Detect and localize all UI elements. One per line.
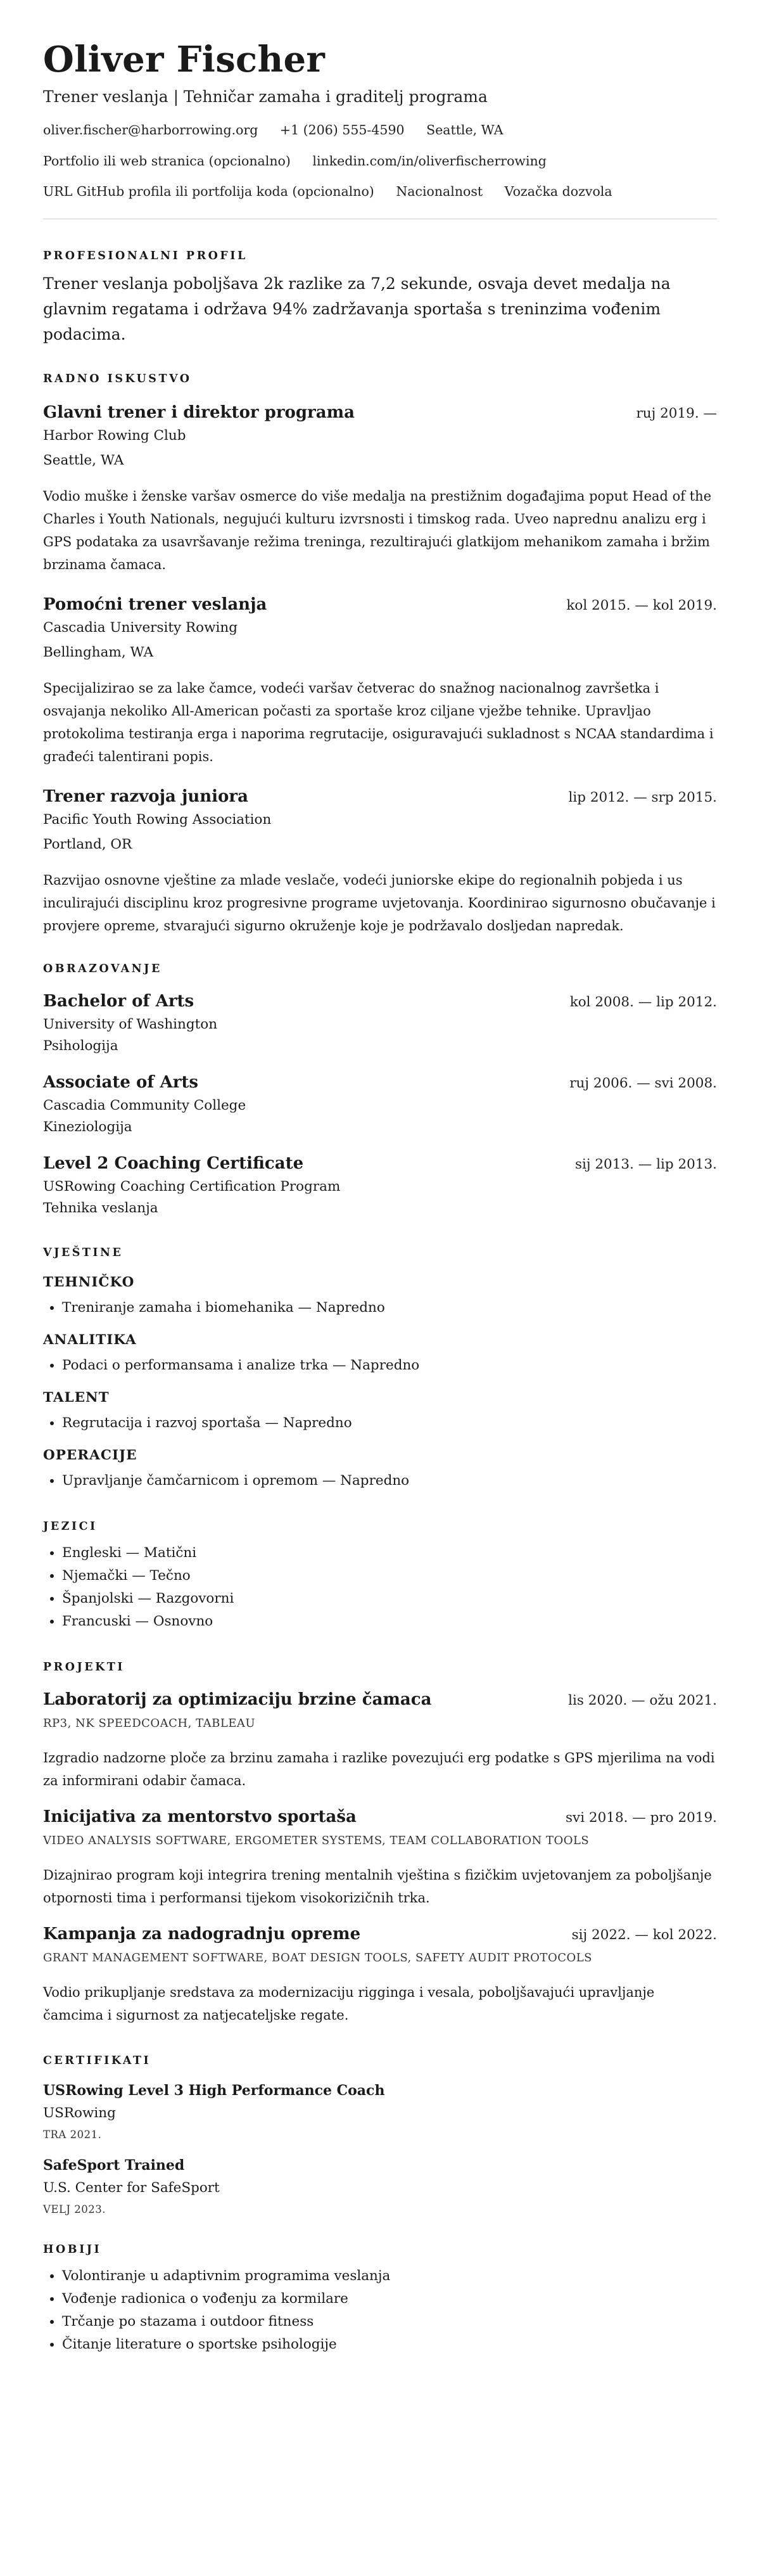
skill-group bbox=[43, 1447, 717, 1492]
certificate-name: USRowing Level 3 High Performance Coach bbox=[43, 2082, 385, 2099]
certificate-date: TRA 2021. bbox=[43, 2128, 102, 2141]
project-date: lis 2020. — ožu 2021. bbox=[568, 1692, 717, 1708]
projects-section bbox=[43, 1661, 717, 2027]
project-item bbox=[43, 1925, 717, 2027]
education-section bbox=[43, 963, 717, 1219]
job-title: Trener razvoja juniora bbox=[43, 786, 248, 806]
job-org: Harbor Rowing Club bbox=[43, 427, 186, 444]
portfolio-link[interactable]: Portfolio ili web stranica (opcionalno) bbox=[43, 153, 291, 169]
project-tech: VIDEO ANALYSIS SOFTWARE, ERGOMETER SYSTEMS, TEAM COLLABORATION TOOLS bbox=[43, 1833, 590, 1847]
skill-category: ANALITIKA bbox=[43, 1331, 137, 1348]
skill-category: TEHNIČKO bbox=[43, 1274, 135, 1290]
candidate-name: Oliver Fischer bbox=[43, 39, 326, 80]
experience-section bbox=[43, 373, 717, 937]
certificates-heading: CERTIFIKATI bbox=[43, 2054, 151, 2067]
job-date: kol 2015. — kol 2019. bbox=[566, 597, 717, 613]
degree-field: Psihologija bbox=[43, 1037, 118, 1054]
degree-institution: Cascadia Community College bbox=[43, 1097, 246, 1113]
education-item bbox=[43, 1154, 717, 1219]
skill-item: • Upravljanje čamčarnicom i opremom — Napredno bbox=[62, 1470, 717, 1492]
language-item: • Engleski — Matični bbox=[62, 1542, 717, 1565]
skill-item: • Podaci o performansama i analize trka — Napredno bbox=[62, 1354, 717, 1377]
nationality-text: Nacionalnost bbox=[396, 184, 483, 200]
experience-item bbox=[43, 403, 717, 576]
project-title: Kampanja za nadogradnju opreme bbox=[43, 1924, 361, 1944]
education-heading: OBRAZOVANJE bbox=[43, 962, 162, 975]
languages-heading: JEZICI bbox=[43, 1520, 98, 1533]
hobby-item: • Vođenje radionica o vođenju za kormilare bbox=[62, 2288, 717, 2310]
phone-text: +1 (206) 555-4590 bbox=[279, 122, 405, 138]
project-description: Vodio prikupljanje sredstava za modernizaciju rigginga i vesala, poboljšavajući upravljanje čamcima i sigurnost za natjecateljske regate. bbox=[43, 1984, 655, 2023]
project-description: Izgradio nadzorne ploče za brzinu zamaha i razlike povezujući erg podatke s GPS mjerilima na vodi za informirani odabir čamaca. bbox=[43, 1750, 715, 1788]
skill-category: OPERACIJE bbox=[43, 1447, 137, 1463]
profile-heading: PROFESIONALNI PROFIL bbox=[43, 249, 248, 262]
location-text: Seattle, WA bbox=[426, 122, 504, 138]
certificate-name: SafeSport Trained bbox=[43, 2156, 185, 2174]
project-title: Inicijativa za mentorstvo sportaša bbox=[43, 1807, 357, 1826]
contact-line-1 bbox=[43, 124, 717, 137]
skill-item: • Treniranje zamaha i biomehanika — Napredno bbox=[62, 1297, 717, 1319]
job-location: Seattle, WA bbox=[43, 452, 124, 468]
hobby-item: • Trčanje po stazama i outdoor fitness bbox=[62, 2310, 717, 2333]
github-link[interactable]: URL GitHub profila ili portfolija koda (opcionalno) bbox=[43, 184, 374, 200]
email-link[interactable]: oliver.fischer@harborrowing.org bbox=[43, 122, 258, 138]
project-date: svi 2018. — pro 2019. bbox=[566, 1809, 717, 1826]
contact-line-2 bbox=[43, 155, 717, 168]
degree-field: Kineziologija bbox=[43, 1118, 132, 1135]
language-item: • Španjolski — Razgovorni bbox=[62, 1587, 717, 1610]
skills-heading: VJEŠTINE bbox=[43, 1246, 124, 1259]
project-item bbox=[43, 1807, 717, 1909]
degree-institution: University of Washington bbox=[43, 1016, 218, 1032]
profile-text: Trener veslanja poboljšava 2k razlike za 7,2 sekunde, osvaja devet medalja na glavnim regatama i održava 94% zadržavanja sportaša s treninzima vođenim podacima. bbox=[43, 274, 671, 343]
experience-heading: RADNO ISKUSTVO bbox=[43, 372, 192, 385]
degree-date: sij 2013. — lip 2013. bbox=[574, 1156, 717, 1172]
job-title: Glavni trener i direktor programa bbox=[43, 402, 355, 422]
degree-title: Bachelor of Arts bbox=[43, 991, 194, 1011]
skill-category: TALENT bbox=[43, 1389, 110, 1406]
skill-group bbox=[43, 1390, 717, 1435]
language-item: • Njemački — Tečno bbox=[62, 1565, 717, 1587]
certificate-date: VELJ 2023. bbox=[43, 2203, 106, 2215]
hobbies-heading: HOBIJI bbox=[43, 2243, 102, 2256]
job-org: Cascadia University Rowing bbox=[43, 619, 238, 636]
job-date: ruj 2019. — bbox=[636, 405, 717, 421]
hobbies-section bbox=[43, 2243, 717, 2356]
hobby-item: • Volontiranje u adaptivnim programima veslanja bbox=[62, 2265, 717, 2288]
degree-date: ruj 2006. — svi 2008. bbox=[569, 1075, 717, 1091]
skill-group bbox=[43, 1274, 717, 1319]
job-description: Vodio muške i ženske varšav osmerce do više medalja na prestižnim događajima poput Head of the Charles i Youth Nationals, negujući kulturu izvrsnosti i timskog rada. Uveo naprednu analizu erg i GPS podataka za usavršavanje režima treninga, rezultirajući glatkijom mehanikom zamaha i bržim brzinama čamaca. bbox=[43, 488, 712, 572]
languages-section bbox=[43, 1520, 717, 1633]
job-location: Bellingham, WA bbox=[43, 644, 154, 660]
project-description: Dizajnirao program koji integrira trening mentalnih vještina s fizičkim uvjetovanjem za poboljšanje otpornosti tima i performansi tijekom visokorizičnih trka. bbox=[43, 1867, 712, 1906]
project-item bbox=[43, 1690, 717, 1792]
job-title: Pomoćni trener veslanja bbox=[43, 594, 267, 614]
job-location: Portland, OR bbox=[43, 836, 132, 852]
degree-title: Level 2 Coaching Certificate bbox=[43, 1153, 304, 1173]
project-tech: RP3, NK SPEEDCOACH, TABLEAU bbox=[43, 1716, 256, 1730]
job-org: Pacific Youth Rowing Association bbox=[43, 811, 272, 828]
profile-section bbox=[43, 250, 717, 347]
job-date: lip 2012. — srp 2015. bbox=[568, 789, 717, 805]
degree-institution: USRowing Coaching Certification Program bbox=[43, 1178, 341, 1195]
education-item bbox=[43, 992, 717, 1056]
certificates-section bbox=[43, 2054, 717, 2215]
skill-group bbox=[43, 1332, 717, 1377]
certificate-item bbox=[43, 2157, 717, 2215]
license-text: Vozačka dozvola bbox=[504, 184, 612, 200]
degree-title: Associate of Arts bbox=[43, 1072, 199, 1092]
experience-item bbox=[43, 595, 717, 768]
certificate-issuer: USRowing bbox=[43, 2105, 116, 2121]
projects-heading: PROJEKTI bbox=[43, 1660, 125, 1674]
linkedin-link[interactable]: linkedin.com/in/oliverfischerrowing bbox=[312, 153, 547, 169]
certificate-item bbox=[43, 2082, 717, 2141]
candidate-tagline: Trener veslanja | Tehničar zamaha i graditelj programa bbox=[43, 87, 488, 106]
language-item: • Francuski — Osnovno bbox=[62, 1610, 717, 1633]
job-description: Razvijao osnovne vještine za mlade veslače, vodeći juniorske ekipe do regionalnih pobjeda i us inculirajući disciplinu kroz progresivne programe uvjetovanja. Koordinirao sigurnosno obučavanje i provjere opreme, stvarajući sigurno okruženje koje je podržavalo dosljedan napredak. bbox=[43, 872, 716, 933]
skills-section bbox=[43, 1246, 717, 1492]
hobby-item: • Čitanje literature o sportske psihologije bbox=[62, 2333, 717, 2356]
experience-item bbox=[43, 787, 717, 937]
project-tech: GRANT MANAGEMENT SOFTWARE, BOAT DESIGN TOOLS, SAFETY AUDIT PROTOCOLS bbox=[43, 1951, 593, 1964]
skill-item: • Regrutacija i razvoj sportaša — Napredno bbox=[62, 1412, 717, 1435]
degree-date: kol 2008. — lip 2012. bbox=[569, 994, 717, 1010]
project-date: sij 2022. — kol 2022. bbox=[571, 1926, 717, 1943]
education-item bbox=[43, 1073, 717, 1137]
degree-field: Tehnika veslanja bbox=[43, 1200, 158, 1216]
certificate-issuer: U.S. Center for SafeSport bbox=[43, 2179, 220, 2196]
project-title: Laboratorij za optimizaciju brzine čamaca bbox=[43, 1689, 432, 1709]
job-description: Specijalizirao se za lake čamce, vodeći varšav četverac do snažnog nacionalnog završetka i osvajanja nekoliko All-American počasti za sportaše kroz ciljane vježbe tehnike. Upravljao protokolima testiranja erga i naporima regrutacije, osiguravajući sukladnost s NCAA standardima i građeći talentirani popis. bbox=[43, 680, 714, 764]
contact-line-3 bbox=[43, 185, 717, 198]
